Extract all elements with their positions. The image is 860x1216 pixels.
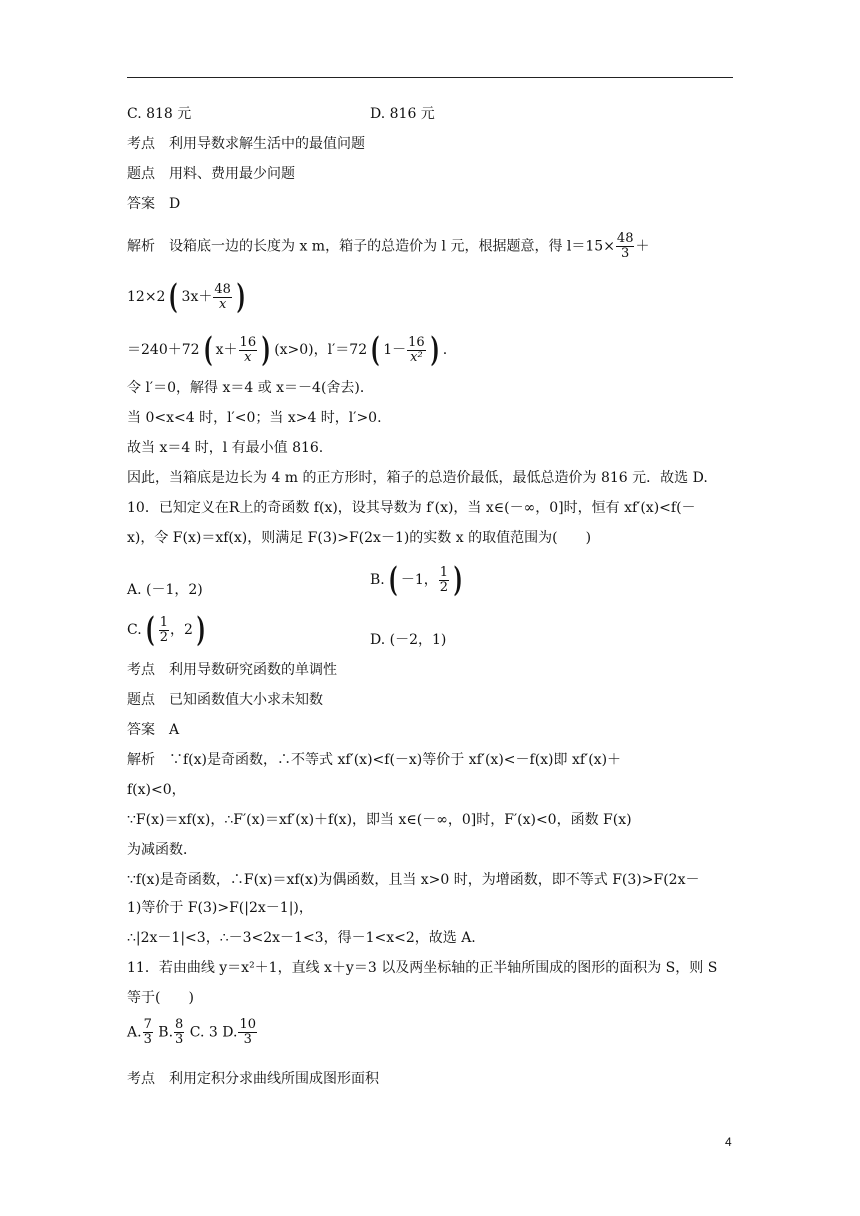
- q10-kaodian: 考点 利用导数研究函数的单调性: [127, 662, 337, 678]
- option-inner: ，2: [170, 622, 193, 638]
- fraction-48-3: [616, 232, 635, 261]
- q9-solution-line6: 故当 x＝4 时，l 有最小值 816.: [127, 440, 324, 456]
- option-a-label: A.: [127, 1024, 142, 1041]
- q9-solution-text: 解析 设箱底一边的长度为 x m，箱子的总造价为 l 元，根据题意，得 l＝15×: [127, 238, 615, 255]
- right-bracket: ): [236, 277, 246, 317]
- fraction-denominator: 3: [143, 1032, 152, 1047]
- header-rule: [127, 77, 733, 78]
- fraction-48-x: [213, 283, 232, 312]
- q9-solution-line3: [127, 330, 448, 370]
- q10-option-c: [127, 610, 209, 650]
- fraction-denominator: x: [244, 349, 252, 365]
- expr-prefix: ＝240＋72: [127, 342, 200, 358]
- expr-middle: (x>0)，l′＝72: [274, 342, 368, 358]
- q11-options: [127, 1018, 258, 1047]
- option-inner: －1，: [400, 572, 438, 588]
- page-number: 4: [725, 1135, 732, 1149]
- fraction-numerator: 16: [408, 334, 425, 350]
- fraction-16-x2: [407, 336, 426, 365]
- q10-tidian: 题点 已知函数值大小求未知数: [127, 692, 323, 708]
- q10-solution-line1: 解析 ∵f(x)是奇函数，∴不等式 xf′(x)<f(－x)等价于 xf′(x)<－f(x)即 xf′(x)＋: [127, 752, 622, 768]
- fraction-7-3: [143, 1018, 153, 1047]
- left-bracket: (: [169, 277, 178, 317]
- fraction-numerator: 48: [214, 281, 231, 297]
- option-label: B.: [370, 572, 385, 588]
- q9-solution-line7: 因此，当箱底是边长为 4 m 的正方形时，箱子的总造价最低，最低总造价为 816 元．故选 D.: [127, 470, 708, 486]
- q10-answer: 答案 A: [127, 722, 180, 738]
- right-bracket: ): [196, 610, 206, 650]
- q10-solution-line5: ∵f(x)是奇函数，∴F(x)＝xf(x)为偶函数，且当 x>0 时，为增函数，即不等式 F(3)>F(2x－: [127, 872, 700, 888]
- expr-inner-2: 1－: [383, 342, 407, 358]
- expr-prefix: 12×2: [127, 289, 166, 305]
- q10-option-b: [370, 560, 466, 600]
- option-label: C.: [127, 622, 142, 638]
- option-d-label: D.: [222, 1024, 238, 1041]
- q9-solution-line5: 当 0<x<4 时，l′<0；当 x>4 时，l′>0.: [127, 410, 382, 426]
- fraction-numerator: 7: [143, 1017, 152, 1032]
- fraction-denominator: 3: [175, 1032, 184, 1047]
- q10-solution-line2: f(x)<0，: [127, 782, 186, 798]
- fraction-1-2: [159, 616, 169, 645]
- fraction-denominator: 3: [243, 1032, 252, 1047]
- right-bracket: ): [261, 330, 271, 370]
- q9-solution-line1: [127, 232, 649, 261]
- left-bracket: (: [203, 330, 213, 370]
- q10-solution-line7: ∴|2x－1|<3，∴－3<2x－1<3，得－1<x<2，故选 A.: [127, 930, 476, 946]
- fraction-numerator: 1: [439, 564, 449, 580]
- fraction-8-3: [174, 1018, 184, 1047]
- q9-answer: 答案 D: [127, 196, 181, 212]
- fraction-numerator: 16: [239, 334, 257, 350]
- fraction-16-x: [239, 336, 258, 365]
- left-bracket: (: [145, 610, 155, 650]
- q11-stem-line1: 11．若由曲线 y＝x²＋1，直线 x＋y＝3 以及两坐标轴的正半轴所围成的图形的面积为 S，则 S: [127, 960, 718, 976]
- right-bracket: ): [430, 330, 440, 370]
- q9-tidian: 题点 用料、费用最少问题: [127, 166, 295, 182]
- fraction-numerator: 48: [616, 231, 634, 246]
- fraction-denominator: x: [218, 296, 227, 312]
- left-bracket: (: [370, 330, 380, 370]
- q9-option-d: D. 816 元: [370, 106, 435, 122]
- fraction-10-3: [238, 1018, 257, 1047]
- q9-option-c: C. 818 元: [127, 106, 192, 122]
- fraction-denominator: 3: [621, 246, 630, 261]
- q10-stem-line2: x)，令 F(x)＝xf(x)，则满足 F(3)>F(2x－1)的实数 x 的取值范围为( ): [127, 530, 592, 546]
- q9-solution-line4: 令 l′＝0，解得 x＝4 或 x＝－4(舍去)．: [127, 380, 374, 396]
- left-bracket: (: [388, 560, 398, 600]
- fraction-denominator: 2: [439, 579, 449, 595]
- q11-kaodian: 考点 利用定积分求曲线所围成图形面积: [127, 1071, 379, 1087]
- right-bracket: ): [453, 560, 463, 600]
- q9-kaodian: 考点 利用导数求解生活中的最值问题: [127, 136, 365, 152]
- fraction-1-2: [439, 566, 449, 595]
- option-c: C. 3: [189, 1024, 218, 1041]
- q10-solution-line3: ∵F(x)＝xf(x)，∴F′(x)＝xf′(x)＋f(x)，即当 x∈(－∞，0]时，F′(x)<0，函数 F(x): [127, 812, 632, 828]
- q10-option-d: D. (－2，1): [370, 632, 447, 648]
- plus-sign: ＋: [635, 238, 650, 255]
- expr-inner: 3x＋: [181, 289, 213, 305]
- q10-solution-line4: 为减函数．: [127, 842, 197, 858]
- q10-option-a: A. (－1，2): [127, 582, 203, 598]
- option-b-label: B.: [158, 1024, 174, 1041]
- fraction-numerator: 1: [159, 614, 169, 630]
- q9-solution-line2: [127, 277, 249, 317]
- fraction-denominator: x²: [410, 349, 423, 365]
- fraction-denominator: 2: [159, 629, 169, 645]
- q11-stem-line2: 等于( ): [127, 990, 194, 1006]
- q10-stem-line1: 10．已知定义在R上的奇函数 f(x)，设其导数为 f′(x)，当 x∈(－∞，0]时，恒有 xf′(x)<f(－: [127, 500, 696, 516]
- expr-end: .: [442, 342, 448, 358]
- q10-solution-line6: 1)等价于 F(3)>F(|2x－1|)，: [127, 900, 313, 916]
- fraction-numerator: 10: [239, 1017, 256, 1032]
- fraction-numerator: 8: [175, 1017, 184, 1032]
- expr-inner: x＋: [215, 342, 238, 358]
